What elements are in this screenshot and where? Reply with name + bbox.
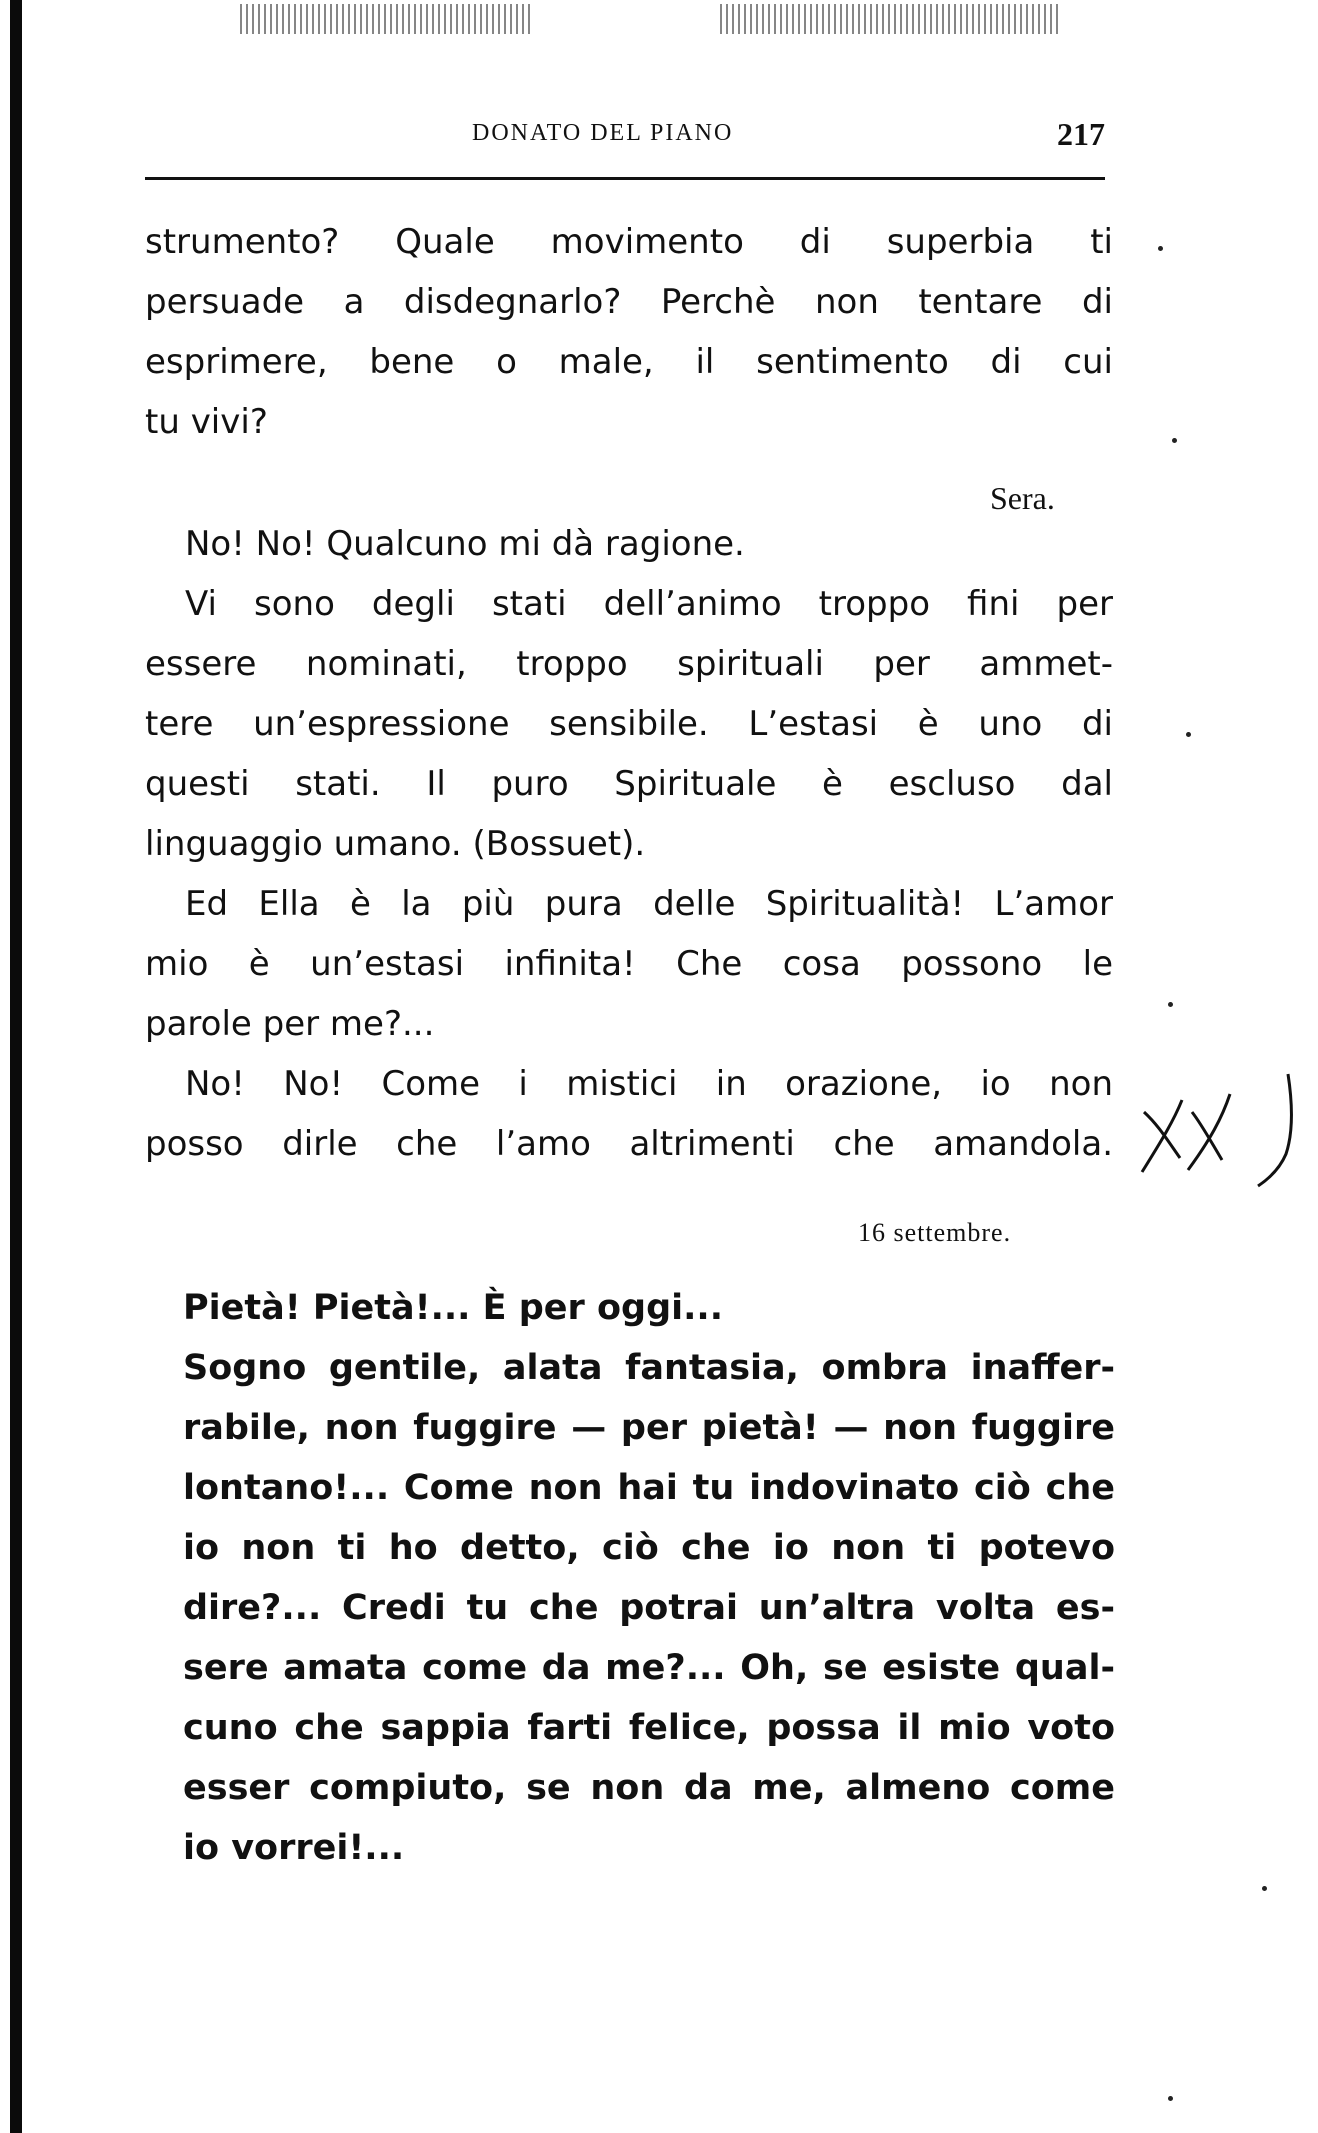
text-line: cuno che sappia farti felice, possa il mio voto — [183, 1708, 1115, 1748]
stray-dot — [1186, 732, 1191, 737]
text-line: io non ti ho detto, ciò che io non ti potevo — [183, 1528, 1115, 1568]
text-line: esprimere, bene o male, il sentimento di cui — [145, 342, 1113, 382]
header-rule — [145, 177, 1105, 180]
stray-dot — [1262, 1886, 1267, 1891]
text-line: tere un’espressione sensibile. L’estasi è uno di — [145, 704, 1113, 744]
text-line: tu vivi? — [145, 402, 268, 442]
stray-dot — [1168, 2096, 1173, 2101]
print-smudge — [720, 4, 1060, 34]
text-line: No! No! Qualcuno mi dà ragione. — [185, 524, 745, 564]
section-3 — [183, 1278, 1115, 1878]
page-header — [145, 116, 1105, 156]
text-line: dire?... Credi tu che potrai un’altra volta es- — [183, 1588, 1115, 1628]
text-line: Sogno gentile, alata fantasia, ombra inaffer- — [183, 1348, 1115, 1388]
text-line: Pietà! Pietà!... È per oggi... — [183, 1288, 724, 1328]
section-2 — [145, 514, 1113, 1174]
book-spine-shadow — [10, 0, 22, 2133]
text-line: No! No! Come i mistici in orazione, io non — [185, 1064, 1113, 1104]
print-smudge — [240, 4, 530, 34]
handwritten-margin-mark — [1136, 1070, 1316, 1200]
text-line: Ed Ella è la più pura delle Spiritualità! L’amor — [185, 884, 1113, 924]
running-title: DONATO DEL PIANO — [472, 120, 734, 146]
text-line: rabile, non fuggire — per pietà! — non fuggire — [183, 1408, 1115, 1448]
text-line: posso dirle che l’amo altrimenti che amandola. — [145, 1124, 1113, 1164]
stray-dot — [1158, 246, 1163, 251]
text-line: esser compiuto, se non da me, almeno come — [183, 1768, 1115, 1808]
paragraph-1 — [145, 212, 1113, 452]
page-number: 217 — [1057, 116, 1105, 152]
text-line: persuade a disdegnarlo? Perchè non tentare di — [145, 282, 1113, 322]
text-line: parole per me?... — [145, 1004, 435, 1044]
dateline-sera: Sera. — [990, 480, 1055, 516]
text-line: sere amata come da me?... Oh, se esiste qual- — [183, 1648, 1115, 1688]
text-line: lontano!... Come non hai tu indovinato ciò che — [183, 1468, 1115, 1508]
text-line: io vorrei!... — [183, 1828, 405, 1868]
stray-dot — [1172, 438, 1177, 443]
stray-dot — [1168, 1002, 1173, 1007]
text-line: mio è un’estasi infinita! Che cosa possono le — [145, 944, 1113, 984]
dateline-september: 16 settembre. — [858, 1218, 1012, 1247]
text-line: linguaggio umano. (Bossuet). — [145, 824, 646, 864]
text-line: essere nominati, troppo spirituali per ammet- — [145, 644, 1113, 684]
text-line: questi stati. Il puro Spirituale è escluso dal — [145, 764, 1113, 804]
text-line: Vi sono degli stati dell’animo troppo fini per — [185, 584, 1113, 624]
text-line: strumento? Quale movimento di superbia ti — [145, 222, 1113, 262]
